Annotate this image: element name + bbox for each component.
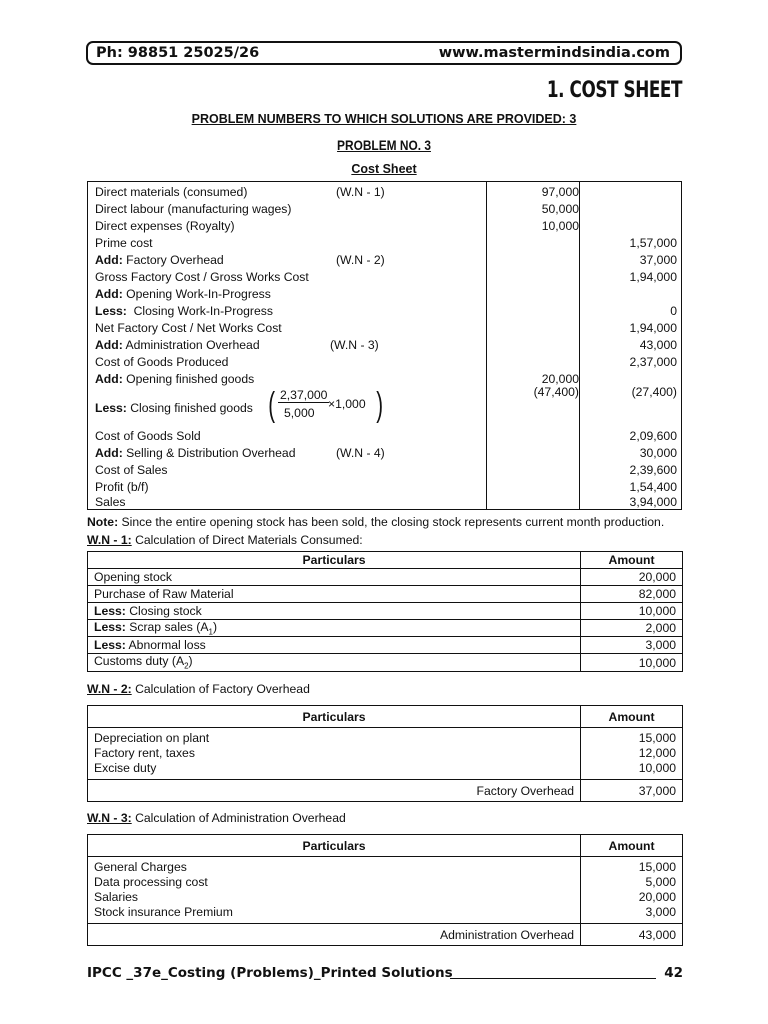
row-text: Net Factory Cost / Net Works Cost (95, 321, 282, 335)
wn3-item: Stock insurance Premium (94, 905, 233, 919)
row-prefix: Add: (95, 338, 123, 352)
row-label (95, 219, 235, 233)
amount-column-2: (27,400) (631, 385, 677, 399)
row-text: Closing stock (125, 604, 202, 618)
row-text: Gross Factory Cost / Gross Works Cost (95, 270, 309, 284)
row-prefix: Add: (95, 253, 123, 267)
particulars-cell (88, 654, 581, 671)
page-header (86, 41, 682, 65)
row-label (95, 401, 253, 415)
right-paren: ) (376, 386, 384, 424)
amount-column-1: 50,000 (541, 202, 579, 216)
row-text: Selling & Distribution Overhead (122, 446, 296, 460)
amount-column-2: 2,37,000 (629, 355, 677, 369)
particulars-cell (88, 569, 581, 586)
cost-sheet-row (88, 202, 683, 219)
row-prefix: Less: (95, 401, 127, 415)
wn1-heading (87, 533, 363, 547)
row-label (95, 338, 260, 352)
row-suffix: ) (212, 620, 217, 634)
cost-sheet-row (88, 185, 683, 202)
row-text: Direct labour (manufacturing wages) (95, 202, 292, 216)
wn3-item: Salaries (94, 890, 139, 904)
row-suffix: ) (188, 654, 193, 669)
row-text: Factory Overhead (122, 253, 224, 267)
table-row (88, 603, 683, 620)
row-label (95, 253, 224, 267)
footer-text: IPCC _37e_Costing (Problems)_Printed Solutions (87, 965, 453, 981)
row-label (95, 270, 309, 284)
wn1-col-amount: Amount (581, 552, 683, 569)
amount-column-2: 2,39,600 (629, 463, 677, 477)
chapter-title: 1. COST SHEET (546, 78, 682, 103)
row-text: Direct expenses (Royalty) (95, 219, 235, 233)
row-label (95, 202, 291, 216)
particulars-cell (88, 620, 581, 637)
wn3-amounts-cell (581, 857, 683, 924)
row-label (95, 429, 201, 443)
cost-sheet-row (88, 355, 683, 372)
table-row (88, 586, 683, 603)
wn3-heading (87, 811, 346, 825)
wn2-total-label: Factory Overhead (88, 780, 581, 802)
cost-sheet-row (88, 446, 683, 463)
cost-sheet-row (88, 429, 683, 446)
amount-column-2: 1,54,400 (629, 480, 677, 494)
row-text: Profit (b/f) (95, 480, 149, 494)
row-text: Cost of Goods Produced (95, 355, 229, 369)
page-number: 42 (664, 965, 683, 981)
cost-sheet-row (88, 495, 683, 512)
wn2-total: 37,000 (581, 780, 683, 802)
amount-column-1: 97,000 (541, 185, 579, 199)
amount-cell: 2,000 (581, 620, 683, 637)
note-text: Since the entire opening stock has been sold, the closing stock represents current month production. (118, 515, 665, 529)
problem-number: PROBLEM NO. 3 (337, 137, 431, 153)
particulars-cell (88, 603, 581, 620)
wn3-total-label: Administration Overhead (88, 924, 581, 946)
wn3-item: General Charges (94, 860, 187, 874)
wn2-col-particulars: Particulars (88, 706, 581, 728)
amount-column-2: 0 (670, 304, 677, 318)
row-label (95, 495, 126, 509)
amount-column-2: 37,000 (639, 253, 677, 267)
left-paren: ( (268, 386, 276, 424)
footer-rule (450, 978, 656, 979)
cost-sheet-row (88, 321, 683, 338)
row-prefix: Add: (95, 287, 123, 301)
row-label (95, 287, 271, 301)
row-text: Customs duty (A (94, 654, 185, 669)
row-subscript: 2 (184, 661, 189, 671)
table-row (88, 637, 683, 654)
amount-cell: 20,000 (581, 569, 683, 586)
wn2-col-amount: Amount (581, 706, 683, 728)
particulars-cell (88, 637, 581, 654)
row-prefix: Add: (95, 372, 123, 386)
row-text: Closing Work-In-Progress (126, 304, 273, 318)
row-label (95, 480, 149, 494)
amount-column-2: 3,94,000 (629, 495, 677, 509)
problems-line: PROBLEM NUMBERS TO WHICH SOLUTIONS ARE PROVIDED: 3 (191, 112, 577, 126)
cost-sheet-row (88, 270, 683, 287)
wn2-amount: 10,000 (638, 761, 676, 775)
wn2-item: Excise duty (94, 761, 157, 775)
wn1-table (87, 551, 683, 672)
row-label (95, 355, 228, 369)
note (87, 515, 664, 529)
wn3-table (87, 834, 683, 946)
wn1-id: W.N - 1: (87, 533, 132, 547)
table-row (88, 620, 683, 637)
working-note-ref: (W.N - 2) (336, 253, 385, 267)
cost-sheet-row (88, 463, 683, 480)
wn1-col-particulars: Particulars (88, 552, 581, 569)
amount-column-1: 10,000 (541, 219, 579, 233)
row-text: Purchase of Raw Material (94, 587, 234, 601)
formula-multiplier: ×1,000 (328, 397, 366, 411)
row-text: Cost of Goods Sold (95, 429, 201, 443)
wn3-title: Calculation of Administration Overhead (131, 811, 346, 825)
wn2-id: W.N - 2: (87, 682, 132, 696)
row-text: Opening Work-In-Progress (122, 287, 271, 301)
amount-column-2: 30,000 (639, 446, 677, 460)
row-text: Scrap sales (A (125, 620, 209, 634)
row-text: Cost of Sales (95, 463, 168, 477)
amount-cell: 3,000 (581, 637, 683, 654)
header-phone: Ph: 98851 25025/26 (96, 45, 260, 61)
row-label (95, 463, 167, 477)
row-text: Prime cost (95, 236, 153, 250)
wn3-amount: 15,000 (638, 860, 676, 874)
row-prefix: Add: (95, 446, 123, 460)
row-label (95, 321, 282, 335)
wn3-total: 43,000 (581, 924, 683, 946)
note-prefix: Note: (87, 515, 119, 529)
wn2-item: Depreciation on plant (94, 731, 210, 745)
wn2-amount: 12,000 (638, 746, 676, 760)
row-prefix: Less: (94, 604, 126, 618)
row-text: Abnormal loss (125, 638, 206, 653)
row-label (95, 185, 247, 199)
wn2-amount: 15,000 (638, 731, 676, 745)
amount-cell: 10,000 (581, 603, 683, 620)
wn3-amount: 20,000 (638, 890, 676, 904)
row-text: Direct materials (consumed) (95, 185, 248, 199)
amount-column-2: 43,000 (639, 338, 677, 352)
wn3-id: W.N - 3: (87, 811, 132, 825)
amount-column-2: 2,09,600 (629, 429, 677, 443)
working-note-ref: (W.N - 4) (336, 446, 385, 460)
row-text: Closing finished goods (126, 401, 253, 415)
amount-column-2: 1,57,000 (629, 236, 677, 250)
row-label (95, 236, 153, 250)
amount-column-1: (47,400) (533, 385, 579, 399)
formula-numerator: 2,37,000 (280, 388, 328, 402)
wn2-amounts-cell (581, 728, 683, 780)
wn3-item: Data processing cost (94, 875, 208, 889)
amount-column-1: 20,000 (541, 372, 579, 386)
table-row (88, 654, 683, 671)
particulars-cell (88, 586, 581, 603)
cost-sheet-title: Cost Sheet (351, 162, 417, 176)
row-label (95, 446, 296, 460)
amount-cell: 10,000 (581, 654, 683, 671)
wn1-title: Calculation of Direct Materials Consumed: (131, 533, 363, 547)
cost-sheet-row (88, 236, 683, 253)
cost-sheet-row (88, 253, 683, 270)
row-label (95, 372, 254, 386)
amount-column-2: 1,94,000 (629, 270, 677, 284)
row-prefix: Less: (94, 620, 126, 634)
wn2-heading (87, 682, 310, 696)
amount-column-2: 1,94,000 (629, 321, 677, 335)
wn2-item: Factory rent, taxes (94, 746, 195, 760)
wn2-title: Calculation of Factory Overhead (131, 682, 310, 696)
header-website: www.mastermindsindia.com (438, 45, 670, 61)
row-text: Opening finished goods (122, 372, 255, 386)
wn2-items-cell (88, 728, 581, 780)
working-note-ref: (W.N - 3) (330, 338, 379, 352)
row-text: Sales (95, 495, 126, 509)
row-text: Administration Overhead (122, 338, 260, 352)
row-text: Opening stock (94, 570, 172, 584)
wn3-col-amount: Amount (581, 835, 683, 857)
row-prefix: Less: (94, 638, 126, 653)
cost-sheet-row (88, 287, 683, 304)
wn3-items-cell (88, 857, 581, 924)
cost-sheet-row (88, 219, 683, 236)
row-label (95, 304, 273, 318)
wn3-amount: 3,000 (645, 905, 676, 919)
amount-cell: 82,000 (581, 586, 683, 603)
row-subscript: 1 (208, 627, 213, 637)
working-note-ref: (W.N - 1) (336, 185, 385, 199)
table-row (88, 569, 683, 586)
cost-sheet-table (87, 181, 682, 510)
wn2-table (87, 705, 683, 802)
wn3-amount: 5,000 (645, 875, 676, 889)
wn3-col-particulars: Particulars (88, 835, 581, 857)
cost-sheet-row (88, 304, 683, 321)
row-prefix: Less: (95, 304, 127, 318)
formula-denominator: 5,000 (284, 406, 315, 420)
cost-sheet-row (88, 338, 683, 355)
cost-sheet-row (88, 372, 683, 389)
